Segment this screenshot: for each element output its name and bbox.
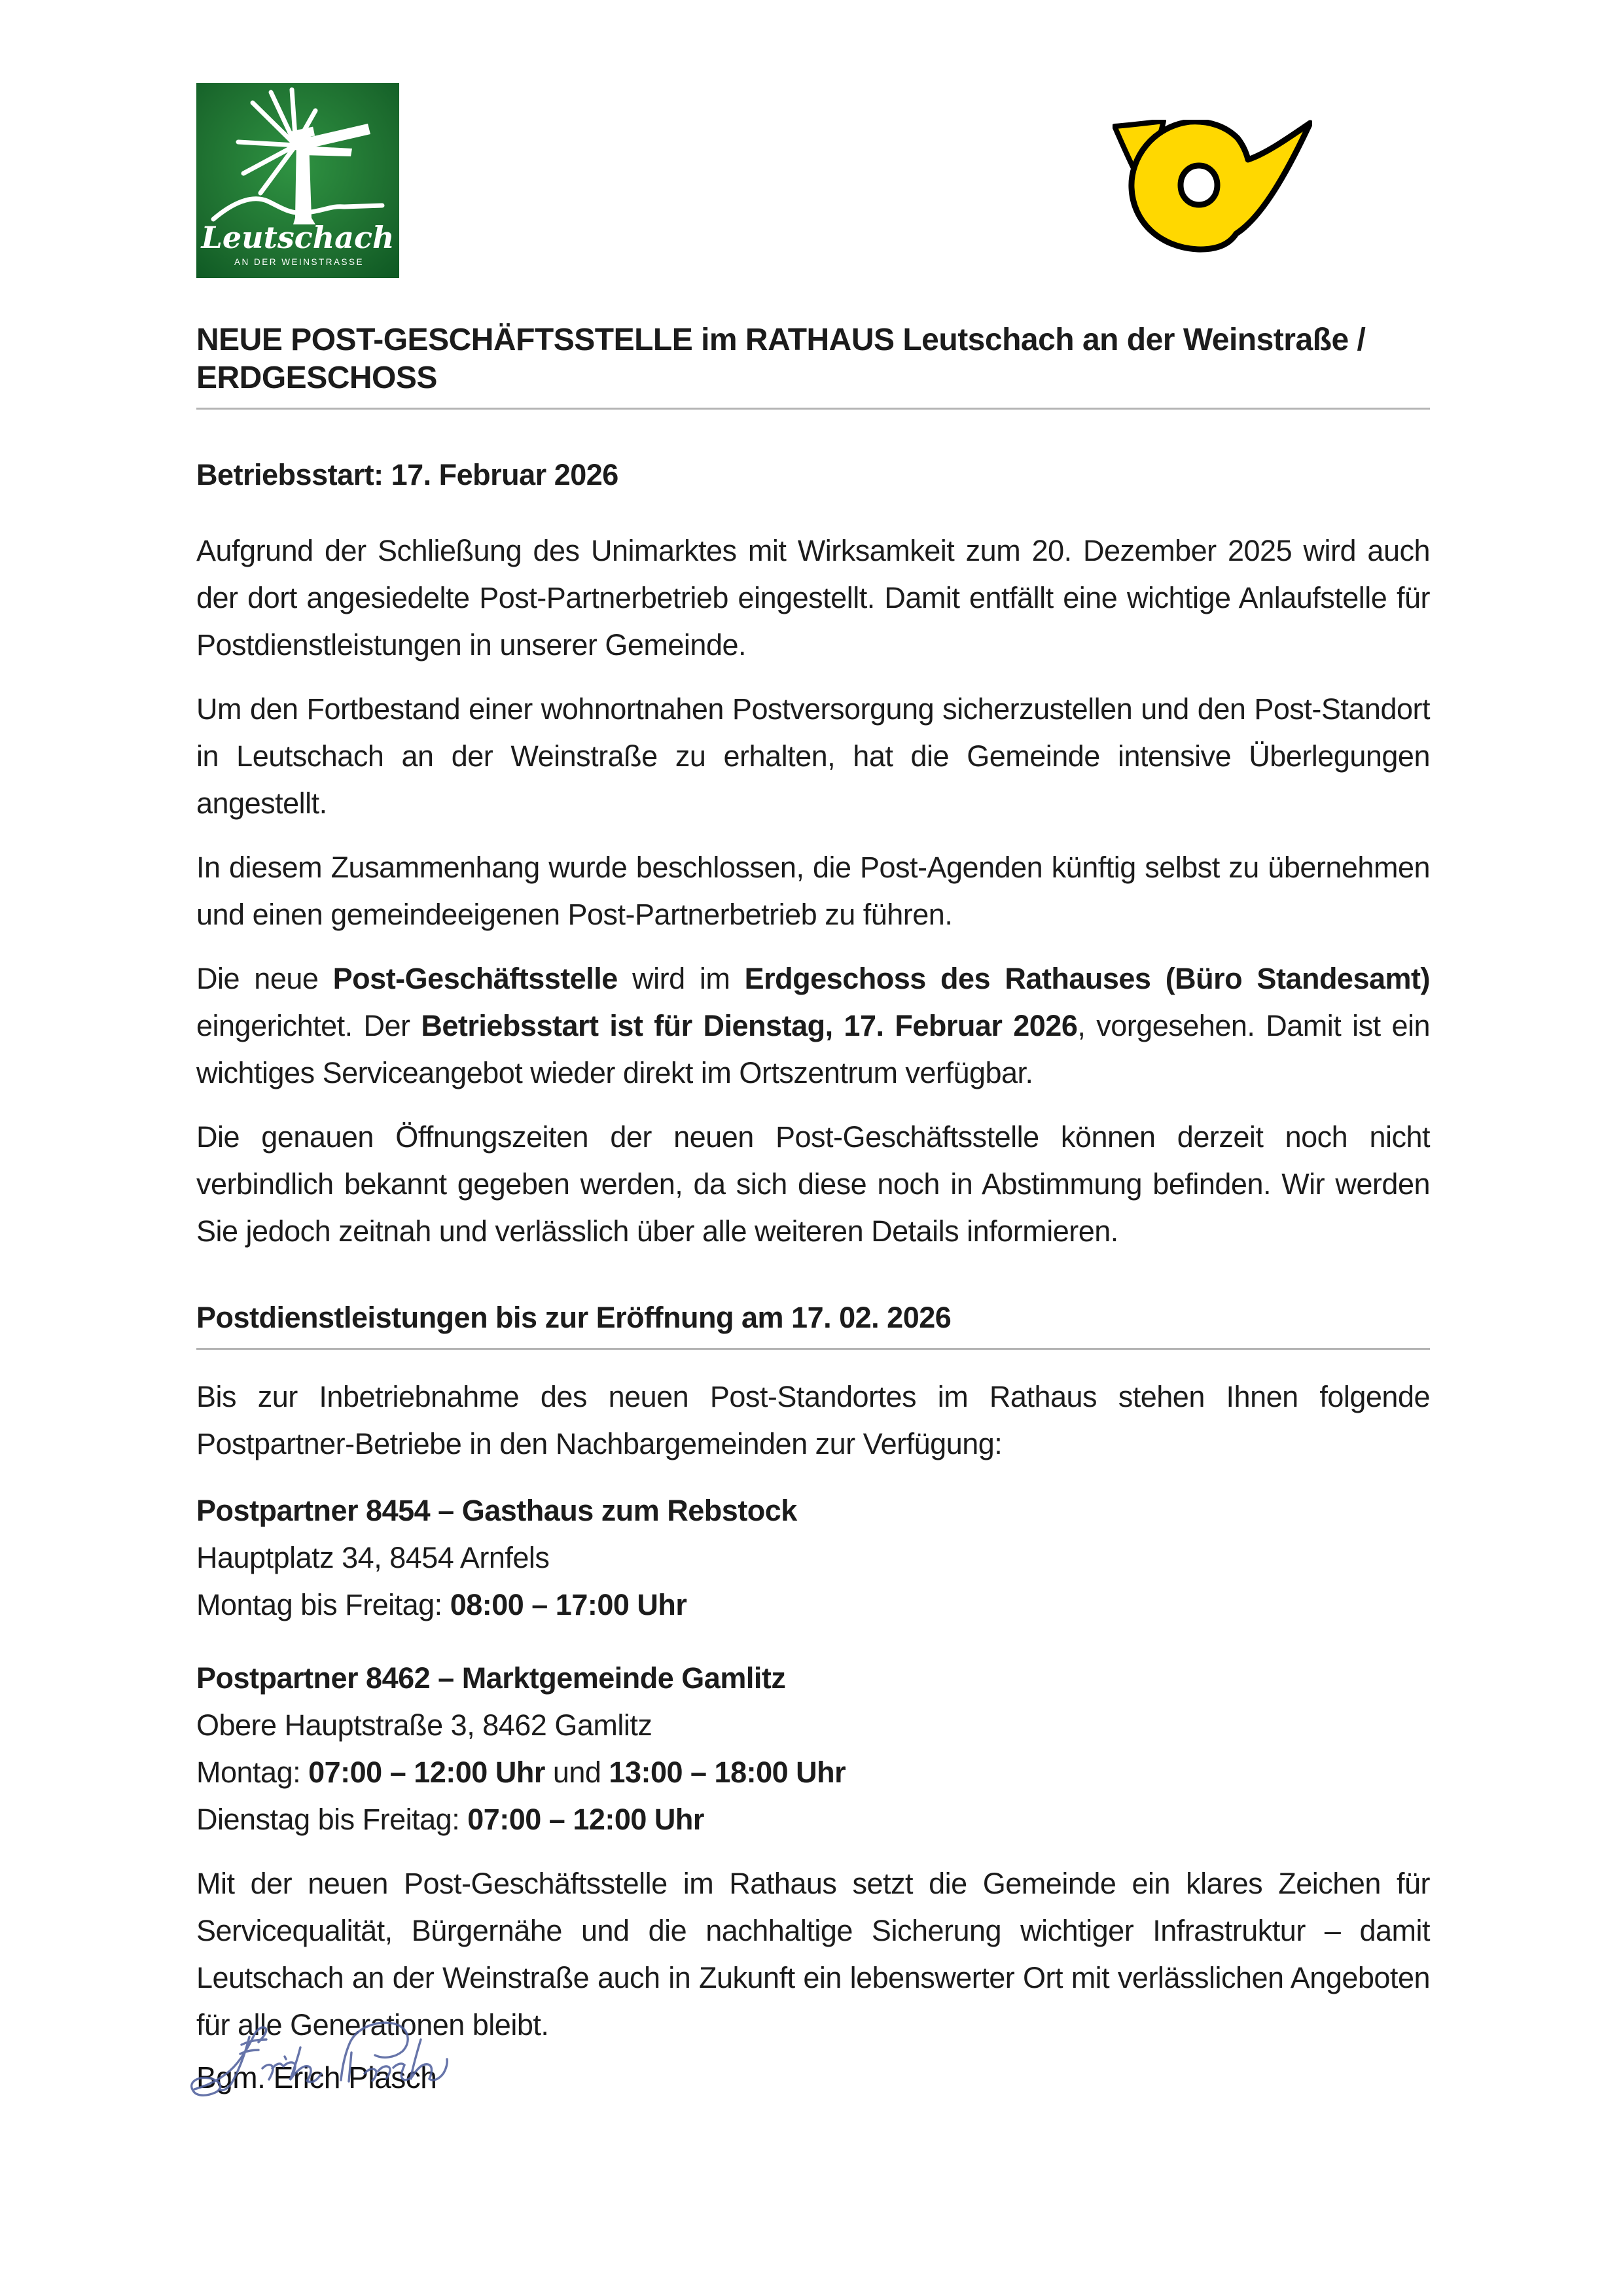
gamlitz-monday-label: Montag: [196,1756,309,1789]
letter-content [196,0,1430,2180]
section-heading-postal-services: Postdienstleistungen bis zur Eröffnung am 17. 02. 2026 [196,1301,952,1334]
signatory-name: Bgm. Erich Plasch [196,2060,437,2094]
p4-seg5: eingerichtet. Der [196,1009,421,1042]
paragraph-closure: Aufgrund der Schließung des Unimarktes mit Wirksamkeit zum 20. Dezember 2025 wird auch der dort angesiedelte Post-Partnerbetrieb eingestellt. Damit entfällt eine wichtige Anlaufstelle für Postdienstleistungen in unserer Gemeinde. [196,534,1430,662]
gamlitz-weekday-label: Dienstag bis Freitag: [196,1803,468,1836]
p4-seg7: , vorgesehen. Damit ist ein wichtiges Serviceangebot wieder direkt im Ortszentrum verfügbar. [196,1009,1430,1089]
title-divider [196,408,1430,410]
municipality-script-label: Leutschach [201,220,395,255]
gamlitz-weekday-time: 07:00 – 12:00 Uhr [467,1803,704,1836]
document-title-line1: NEUE POST-GESCHÄFTSSTELLE im RATHAUS Leutschach an der Weinstraße / [196,323,1366,357]
postpartner-arnfels-block [196,1487,1430,1629]
municipality-sub-label: AN DER WEINSTRASSE [234,257,365,267]
postpartner-gamlitz-title: Postpartner 8462 – Marktgemeinde Gamlitz [196,1661,786,1695]
gamlitz-monday-sep: und [544,1756,609,1789]
leutschach-municipality-logo-icon [196,83,399,278]
arnfels-hours-time: 08:00 – 17:00 Uhr [450,1588,687,1621]
gamlitz-monday-time2: 13:00 – 18:00 Uhr [609,1756,846,1789]
paragraph-continuity: Um den Fortbestand einer wohnortnahen Postversorgung sicherzustellen und den Post-Standort in Leutschach an der Weinstraße zu erhalten, hat die Gemeinde intensive Überlegungen angestellt. [196,692,1430,820]
paragraph-interim-partners: Bis zur Inbetriebnahme des neuen Post-Standortes im Rathaus stehen Ihnen folgende Postpartner-Betriebe in den Nachbargemeinden zur Verfügung: [196,1380,1430,1460]
postpartner-gamlitz-block [196,1655,1430,1843]
postpartner-arnfels-address: Hauptplatz 34, 8454 Arnfels [196,1541,550,1574]
postpartner-gamlitz-address: Obere Hauptstraße 3, 8462 Gamlitz [196,1708,652,1742]
p4-seg2-bold: Post-Geschäftsstelle [332,962,618,995]
signature-block [196,2016,1430,2180]
paragraph-decision: In diesem Zusammenhang wurde beschlossen, die Post-Agenden künftig selbst zu übernehmen und einen gemeindeeigenen Post-Partnerbetrieb zu führen. [196,851,1430,931]
handwritten-signature-icon [187,2016,461,2102]
p4-seg4-bold: Erdgeschoss des Rathauses (Büro Standesamt) [744,962,1430,995]
section-divider [196,1348,1430,1350]
gamlitz-monday-time1: 07:00 – 12:00 Uhr [308,1756,545,1789]
document-title-line2: ERDGESCHOSS [196,361,437,395]
paragraph-opening-hours-info: Die genauen Öffnungszeiten der neuen Post-Geschäftsstelle können derzeit noch nicht verbindlich bekannt gegeben werden, da sich diese noch in Abstimmung befinden. Wir werden Sie jedoch zeitnah und verlässlich über alle weiteren Details informieren. [196,1120,1430,1248]
header-logo-row [196,83,1430,278]
p4-seg1: Die neue [196,962,333,995]
postpartner-gamlitz-weekday-hours [196,1796,1430,1843]
arnfels-hours-label: Montag bis Freitag: [196,1588,450,1621]
p4-seg6-bold: Betriebsstart ist für Dienstag, 17. Februar 2026 [421,1009,1078,1042]
postpartner-arnfels-title: Postpartner 8454 – Gasthaus zum Rebstock [196,1494,797,1527]
austrian-post-posthorn-logo-icon [1113,120,1312,254]
document-title [196,321,1430,397]
postpartner-gamlitz-monday-hours [196,1749,1430,1796]
start-date-line: Betriebsstart: 17. Februar 2026 [196,458,618,491]
postpartner-arnfels-hours [196,1581,1430,1629]
p4-seg3: wird im [617,962,745,995]
paragraph-new-office [196,955,1430,1097]
paragraph-closing: Mit der neuen Post-Geschäftsstelle im Rathaus setzt die Gemeinde ein klares Zeichen für Servicequalität, Bürgernähe und die nachhaltige Sicherung wichtiger Infrastruktur – damit Leutschach an der Weinstraße auch in Zukunft ein lebenswerter Ort mit verlässlichen Angeboten für alle Generationen bleibt. [196,1867,1430,2041]
